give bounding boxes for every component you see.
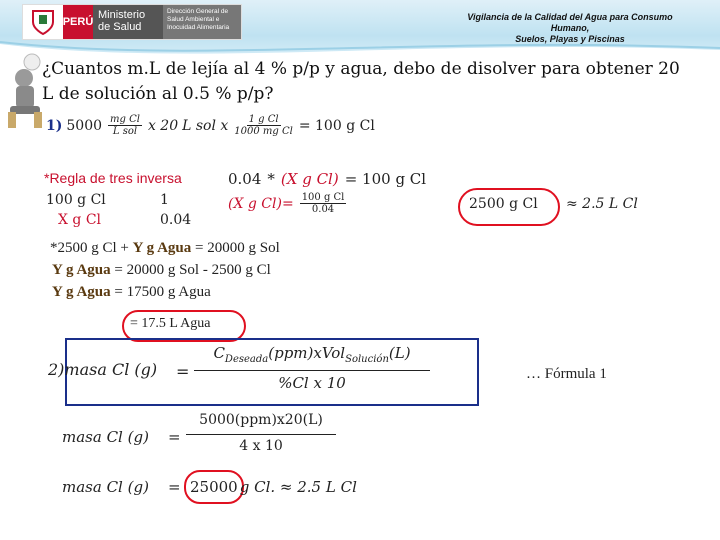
water-line1	[50, 240, 280, 257]
step3-equals: =	[168, 428, 181, 446]
water-line1-c: = 20000 g Sol	[191, 240, 280, 256]
water-line2	[52, 262, 271, 279]
step2-num-c: C	[213, 344, 225, 362]
step1-multiplier: x 20	[147, 117, 179, 134]
step1-result: = 100 g Cl	[298, 117, 375, 134]
rule-row2-right: 0.04	[160, 212, 192, 228]
rule-row1-left: 100 g Cl	[46, 192, 106, 208]
step1-fraction1	[108, 114, 142, 137]
step2-equals: =	[176, 362, 190, 381]
rule-equation1	[228, 170, 426, 188]
rule-eq1-rhs: = 100 g Cl	[344, 170, 427, 188]
step3-numerator: 5000(ppm)x20(L)	[199, 412, 323, 428]
formula-note: … Fórmula 1	[526, 366, 607, 382]
rule-eq1-unknown: (X g Cl)	[280, 170, 339, 188]
step4-equals: =	[168, 478, 181, 496]
step1-value: 5000	[66, 117, 103, 134]
step3-fraction-bar	[186, 434, 336, 435]
water-line3-b: = 17500 g Agua	[110, 284, 211, 300]
step1-fraction2-num: 1 g Cl	[248, 114, 279, 125]
step2-label: 2)	[48, 360, 65, 379]
rule-row2-left: X g Cl	[58, 212, 102, 228]
step4-result	[190, 478, 357, 496]
step2-num-mid: (ppm)xVol	[268, 344, 346, 362]
rule-boxed-result: 2500 g Cl	[469, 196, 538, 212]
step3-lhs: masa Cl (g)	[62, 428, 149, 446]
step1-equation	[46, 114, 375, 137]
step1-fraction1-num: mg Cl	[110, 114, 140, 125]
rule-title: *Regla de tres inversa	[44, 170, 182, 186]
rule-eq2-den: 0.04	[311, 204, 335, 215]
water-line4: = 17.5 L Agua	[130, 316, 211, 331]
step1-fraction2	[234, 114, 293, 137]
step1-unit: L sol x	[182, 117, 229, 134]
step2-denominator: %Cl x 10	[278, 374, 346, 392]
step1-fraction1-den: L sol	[112, 126, 138, 137]
rule-eq2-num: 100 g Cl	[301, 192, 345, 203]
rule-eq2-fraction	[300, 192, 347, 215]
rule-equation2	[228, 192, 348, 215]
step1-fraction2-den: 1000 mg Cl	[234, 126, 293, 137]
step4-lhs: masa Cl (g)	[62, 478, 149, 496]
ministry-label: Ministerio de Salud	[93, 5, 163, 39]
water-line3-unknown: Y g Agua	[52, 284, 111, 300]
program-title-line2: Suelos, Playas y Piscinas	[515, 34, 625, 44]
directorate-label: Dirección General de Salud Ambiental e Inocuidad Alimentaria	[163, 5, 241, 39]
coat-of-arms-icon	[23, 5, 63, 39]
rule-eq1-op: *	[267, 170, 275, 188]
step4-rest: g Cl. ≈ 2.5 L Cl	[239, 478, 357, 496]
step2-numerator	[194, 344, 430, 365]
country-label: PERÚ	[63, 5, 93, 39]
rule-eq1-coef: 0.04	[228, 170, 262, 188]
water-line3	[52, 284, 211, 301]
step2-fraction-bar	[194, 370, 430, 371]
ministry-logo	[22, 4, 242, 40]
step2-num-sub: Deseada	[224, 354, 269, 365]
rule-approx-result: ≈ 2.5 L Cl	[566, 196, 638, 212]
water-line2-unknown: Y g Agua	[52, 262, 111, 278]
step3-denominator: 4 x 10	[239, 438, 283, 454]
step1-label: 1)	[46, 117, 63, 134]
water-line1-unknown: Y g Agua	[132, 240, 192, 256]
step2-num-sub2: Solución	[345, 354, 389, 365]
step2-lhs-text: masa Cl (g)	[64, 360, 158, 379]
step2-lhs	[48, 360, 157, 379]
water-line1-a: *2500 g Cl +	[50, 240, 133, 256]
step2-num-end: (L)	[388, 344, 411, 362]
rule-eq2-unknown: (X g Cl)=	[228, 195, 294, 212]
program-title	[454, 12, 686, 45]
rule-row1-right: 1	[160, 192, 169, 208]
water-line2-b: = 20000 g Sol - 2500 g Cl	[110, 262, 271, 278]
program-title-line1: Vigilancia de la Calidad del Agua para Consumo Humano,	[467, 12, 673, 33]
question-title: ¿Cuantos m.L de lejía al 4 % p/p y agua, debo de disolver para obtener 20 L de solución al 0.5 % p/p?	[42, 59, 680, 104]
step4-value: 25000	[190, 478, 238, 496]
